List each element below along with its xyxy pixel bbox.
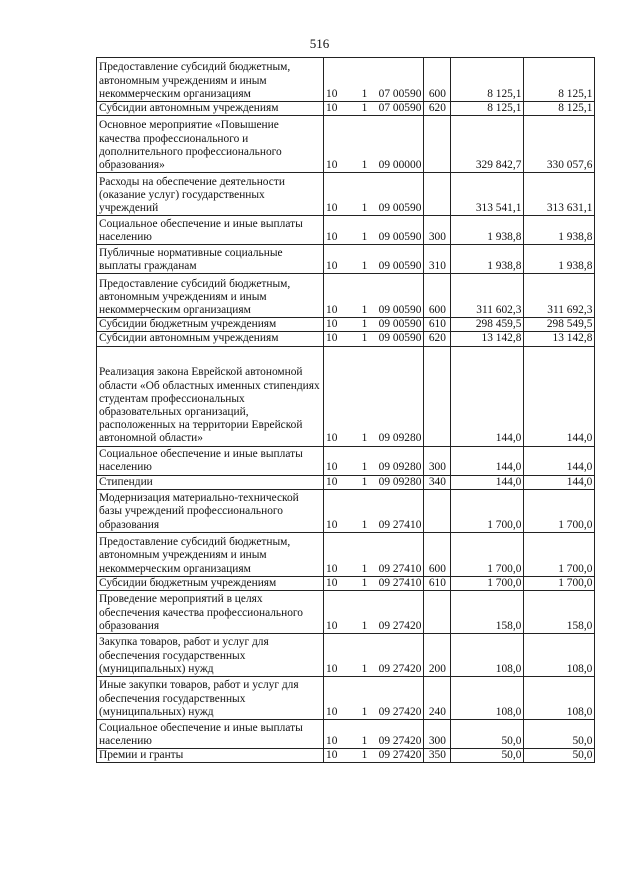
table-row: [97, 245, 595, 274]
table-row: [97, 749, 595, 763]
row-section-code: 10: [324, 318, 340, 332]
row-name: Публичные нормативные социальные выплаты гражданам: [97, 245, 324, 274]
row-target-code: [339, 58, 424, 102]
row-program-code: 09 09280: [378, 432, 422, 445]
row-value-year1: 1 700,0: [451, 576, 524, 590]
row-program-code: 09 00590: [378, 260, 422, 272]
row-value-year1: 144,0: [451, 346, 524, 446]
table-row: [97, 216, 595, 245]
row-expense-type: [424, 489, 451, 532]
table-row: [97, 318, 595, 332]
row-subsection-code: 1: [361, 619, 368, 632]
row-name: Премии и гранты: [97, 749, 324, 763]
row-expense-type: 600: [424, 58, 451, 102]
row-expense-type: 200: [424, 634, 451, 677]
row-value-year1: 144,0: [451, 475, 524, 489]
row-expense-type: [424, 116, 451, 173]
row-value-year2: 50,0: [524, 749, 595, 763]
row-expense-type: [424, 591, 451, 634]
row-name: Реализация закона Еврейской автономной области «Об областных именных стипендиях студентам профессиональных образовательных организаций, расположенных на территории Еврейской автономной области»: [97, 346, 324, 446]
row-value-year2: 50,0: [524, 720, 595, 749]
row-value-year1: 313 541,1: [451, 173, 524, 216]
row-value-year1: 13 142,8: [451, 332, 524, 346]
row-target-code: [339, 332, 424, 346]
row-section-code: 10: [324, 274, 340, 318]
row-value-year1: 144,0: [451, 446, 524, 475]
row-name: Субсидии бюджетным учреждениям: [97, 318, 324, 332]
row-program-code: 09 27420: [378, 662, 422, 675]
row-section-code: 10: [324, 677, 340, 720]
row-expense-type: 610: [424, 318, 451, 332]
row-program-code: 09 27420: [378, 734, 422, 747]
row-value-year2: 1 938,8: [524, 216, 595, 245]
row-program-code: 09 27420: [378, 749, 422, 762]
row-name: Предоставление субсидий бюджетным, автономным учреждениям и иным некоммерческим организациям: [97, 274, 324, 318]
table-row: [97, 532, 595, 576]
page-number: 516: [309, 36, 330, 51]
row-name: Расходы на обеспечение деятельности (оказание услуг) государственных учреждений: [97, 173, 324, 216]
row-value-year2: 1 700,0: [524, 576, 595, 590]
row-program-code: 09 09280: [378, 461, 422, 474]
table-row: [97, 173, 595, 216]
row-value-year1: 1 938,8: [451, 245, 524, 274]
row-value-year2: 1 938,8: [524, 245, 595, 274]
row-subsection-code: 1: [361, 260, 368, 272]
row-value-year2: 311 692,3: [524, 274, 595, 318]
row-target-code: [339, 591, 424, 634]
row-value-year1: 8 125,1: [451, 58, 524, 102]
row-expense-type: 340: [424, 475, 451, 489]
row-program-code: 09 27410: [378, 576, 422, 589]
row-expense-type: 350: [424, 749, 451, 763]
row-target-code: [339, 446, 424, 475]
row-value-year1: 1 700,0: [451, 489, 524, 532]
row-expense-type: [424, 346, 451, 446]
row-section-code: 10: [324, 332, 340, 346]
row-subsection-code: 1: [361, 202, 368, 214]
table-row: [97, 591, 595, 634]
row-value-year2: 158,0: [524, 591, 595, 634]
row-target-code: [339, 346, 424, 446]
row-expense-type: 310: [424, 245, 451, 274]
row-value-year2: 8 125,1: [524, 102, 595, 116]
row-value-year1: 1 700,0: [451, 532, 524, 576]
row-expense-type: 300: [424, 720, 451, 749]
row-target-code: [339, 532, 424, 576]
row-section-code: 10: [324, 532, 340, 576]
row-expense-type: 610: [424, 576, 451, 590]
row-section-code: 10: [324, 591, 340, 634]
row-value-year1: 1 938,8: [451, 216, 524, 245]
table-row: [97, 274, 595, 318]
row-name: Предоставление субсидий бюджетным, автономным учреждениям и иным некоммерческим организациям: [97, 532, 324, 576]
row-value-year2: 108,0: [524, 677, 595, 720]
row-value-year1: 298 459,5: [451, 318, 524, 332]
table-row: [97, 58, 595, 102]
row-value-year1: 108,0: [451, 634, 524, 677]
table-row: [97, 332, 595, 346]
row-target-code: [339, 634, 424, 677]
row-value-year2: 144,0: [524, 346, 595, 446]
row-value-year2: 13 142,8: [524, 332, 595, 346]
table-row: [97, 346, 595, 446]
table-row: [97, 116, 595, 173]
row-target-code: [339, 576, 424, 590]
row-program-code: 09 27410: [378, 562, 422, 575]
row-target-code: [339, 173, 424, 216]
row-name: Основное мероприятие «Повышение качества профессионального и дополнительного профессионального образования»: [97, 116, 324, 173]
row-section-code: 10: [324, 102, 340, 116]
row-value-year1: 108,0: [451, 677, 524, 720]
row-expense-type: 600: [424, 532, 451, 576]
row-name: Социальное обеспечение и иные выплаты населению: [97, 446, 324, 475]
row-subsection-code: 1: [361, 749, 368, 762]
row-expense-type: 620: [424, 102, 451, 116]
table-row: [97, 489, 595, 532]
row-subsection-code: 1: [361, 461, 368, 474]
table-row: [97, 634, 595, 677]
row-expense-type: 600: [424, 274, 451, 318]
row-program-code: 09 00590: [378, 202, 422, 214]
row-subsection-code: 1: [361, 231, 368, 243]
budget-table: [96, 57, 595, 763]
row-section-code: 10: [324, 576, 340, 590]
row-value-year2: 1 700,0: [524, 489, 595, 532]
row-subsection-code: 1: [361, 562, 368, 575]
row-expense-type: 240: [424, 677, 451, 720]
row-subsection-code: 1: [361, 475, 368, 488]
row-target-code: [339, 245, 424, 274]
row-value-year1: 311 602,3: [451, 274, 524, 318]
row-subsection-code: 1: [361, 318, 368, 331]
row-name: Стипендии: [97, 475, 324, 489]
row-expense-type: 620: [424, 332, 451, 346]
row-program-code: 09 00590: [378, 318, 422, 331]
row-target-code: [339, 116, 424, 173]
budget-table-body: [97, 58, 595, 763]
row-subsection-code: 1: [361, 102, 368, 114]
row-section-code: 10: [324, 116, 340, 173]
row-value-year2: 108,0: [524, 634, 595, 677]
row-value-year1: 329 842,7: [451, 116, 524, 173]
row-name: Иные закупки товаров, работ и услуг для обеспечения государственных (муниципальных) нужд: [97, 677, 324, 720]
row-section-code: 10: [324, 489, 340, 532]
table-row: [97, 475, 595, 489]
row-name: Проведение мероприятий в целях обеспечения качества профессионального образования: [97, 591, 324, 634]
row-target-code: [339, 318, 424, 332]
row-value-year2: 8 125,1: [524, 58, 595, 102]
row-name: Субсидии автономным учреждениям: [97, 102, 324, 116]
row-value-year1: 8 125,1: [451, 102, 524, 116]
row-value-year2: 313 631,1: [524, 173, 595, 216]
row-name: Социальное обеспечение и иные выплаты населению: [97, 216, 324, 245]
row-subsection-code: 1: [361, 662, 368, 675]
row-value-year2: 298 549,5: [524, 318, 595, 332]
row-section-code: 10: [324, 346, 340, 446]
row-subsection-code: 1: [361, 734, 368, 747]
row-subsection-code: 1: [361, 705, 368, 718]
row-subsection-code: 1: [361, 87, 368, 100]
row-program-code: 09 00000: [378, 159, 422, 171]
row-section-code: 10: [324, 446, 340, 475]
row-name: Субсидии бюджетным учреждениям: [97, 576, 324, 590]
row-section-code: 10: [324, 245, 340, 274]
row-target-code: [339, 489, 424, 532]
row-target-code: [339, 720, 424, 749]
row-expense-type: [424, 173, 451, 216]
row-subsection-code: 1: [361, 159, 368, 171]
row-program-code: 09 00590: [378, 332, 422, 345]
row-section-code: 10: [324, 216, 340, 245]
row-section-code: 10: [324, 475, 340, 489]
table-row: [97, 446, 595, 475]
row-target-code: [339, 274, 424, 318]
row-name: Субсидии автономным учреждениям: [97, 332, 324, 346]
row-value-year2: 144,0: [524, 446, 595, 475]
row-subsection-code: 1: [361, 432, 368, 445]
row-value-year2: 144,0: [524, 475, 595, 489]
row-program-code: 09 00590: [378, 304, 422, 316]
row-value-year2: 1 700,0: [524, 532, 595, 576]
row-name: Предоставление субсидий бюджетным, автономным учреждениям и иным некоммерческим организациям: [97, 58, 324, 102]
row-program-code: 09 27410: [378, 518, 422, 531]
row-section-code: 10: [324, 173, 340, 216]
row-target-code: [339, 102, 424, 116]
row-value-year1: 50,0: [451, 749, 524, 763]
table-row: [97, 576, 595, 590]
row-target-code: [339, 216, 424, 245]
row-section-code: 10: [324, 749, 340, 763]
row-section-code: 10: [324, 634, 340, 677]
row-section-code: 10: [324, 58, 340, 102]
row-target-code: [339, 475, 424, 489]
row-program-code: 09 00590: [378, 231, 422, 243]
row-subsection-code: 1: [361, 332, 368, 345]
row-value-year2: 330 057,6: [524, 116, 595, 173]
table-row: [97, 720, 595, 749]
row-program-code: 09 27420: [378, 619, 422, 632]
row-expense-type: 300: [424, 446, 451, 475]
row-section-code: 10: [324, 720, 340, 749]
row-name: Социальное обеспечение и иные выплаты населению: [97, 720, 324, 749]
row-value-year1: 158,0: [451, 591, 524, 634]
row-expense-type: 300: [424, 216, 451, 245]
row-name: Модернизация материально-технической базы учреждений профессионального образования: [97, 489, 324, 532]
table-row: [97, 677, 595, 720]
row-target-code: [339, 677, 424, 720]
row-name: Закупка товаров, работ и услуг для обеспечения государственных (муниципальных) нужд: [97, 634, 324, 677]
row-program-code: 07 00590: [378, 87, 422, 100]
row-target-code: [339, 749, 424, 763]
row-program-code: 07 00590: [378, 102, 422, 114]
row-program-code: 09 27420: [378, 705, 422, 718]
row-subsection-code: 1: [361, 304, 368, 316]
row-program-code: 09 09280: [378, 475, 422, 488]
row-subsection-code: 1: [361, 576, 368, 589]
row-subsection-code: 1: [361, 518, 368, 531]
table-row: [97, 102, 595, 116]
row-value-year1: 50,0: [451, 720, 524, 749]
